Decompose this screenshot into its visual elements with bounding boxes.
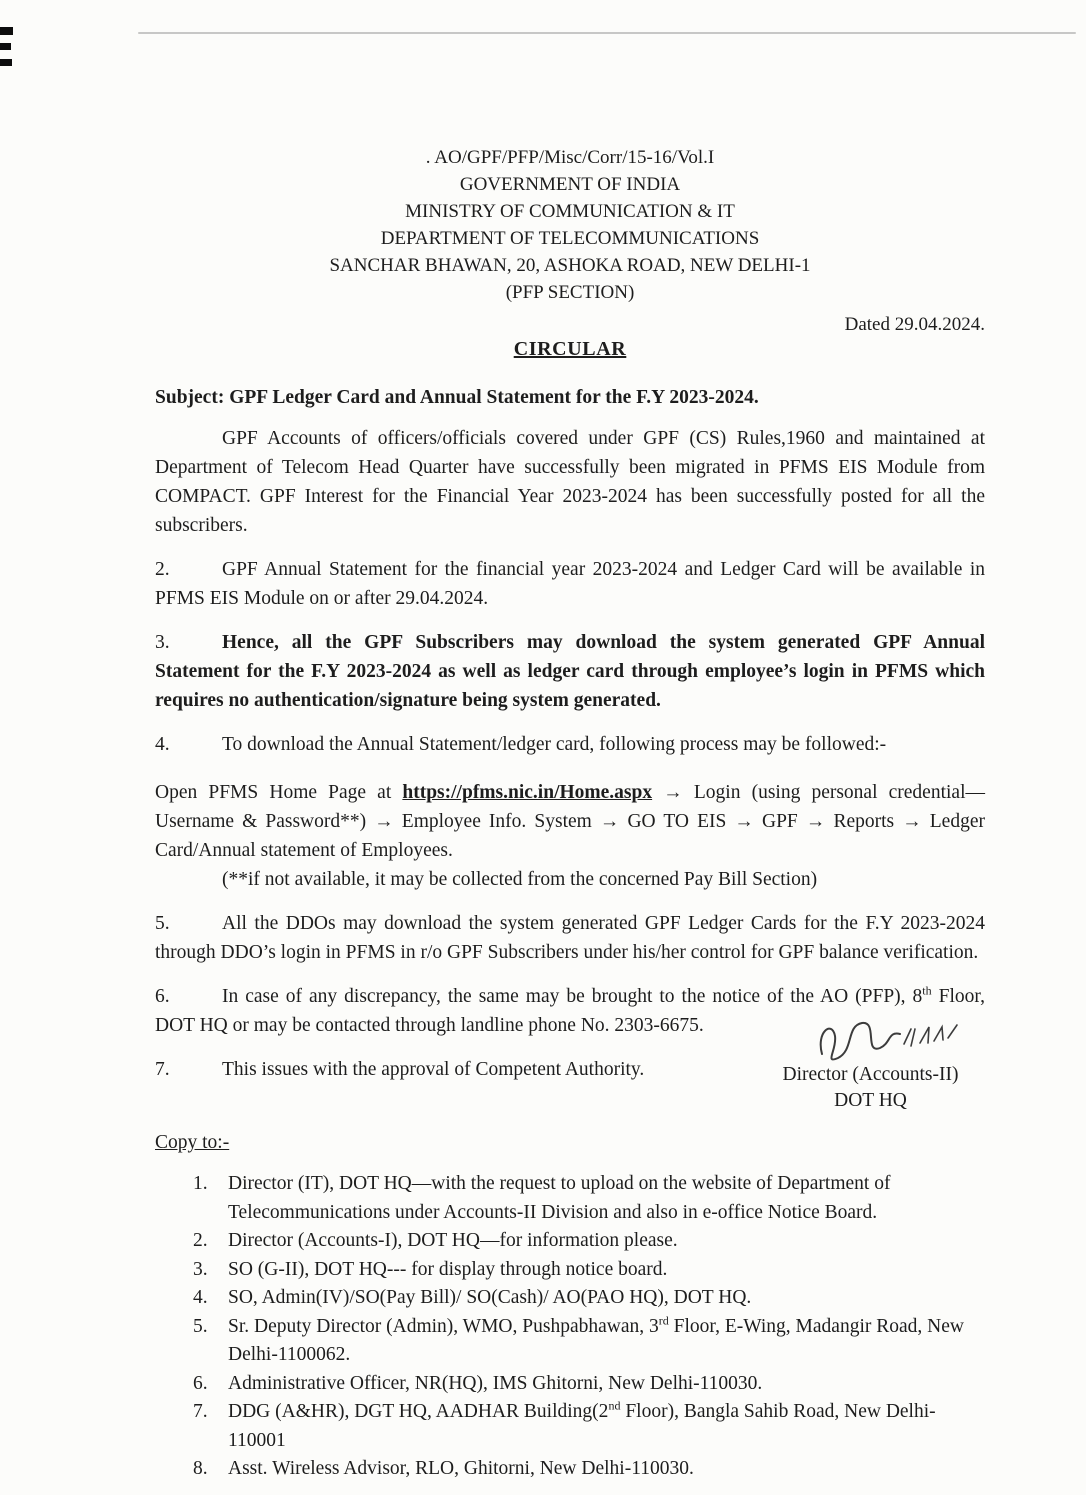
paragraph-6-number: 6. — [155, 986, 170, 1007]
signature-block — [753, 1062, 988, 1114]
scan-artifact-top-line — [138, 32, 1076, 34]
subject-line: Subject: GPF Ledger Card and Annual Statement for the F.Y 2023-2024. — [155, 387, 759, 408]
pfms-url-link: https://pfms.nic.in/Home.aspx — [402, 782, 653, 803]
copy-item-6-text: Administrative Officer, NR(HQ), IMS Ghitorni, New Delhi-110030. — [228, 1372, 763, 1394]
reference-number: . AO/GPF/PFP/Misc/Corr/15-16/Vol.I — [425, 147, 715, 168]
paragraph-7-text: This issues with the approval of Competent Authority. — [222, 1059, 645, 1080]
copy-item-1 — [193, 1170, 985, 1227]
copy-item-3-text: SO (G-II), DOT HQ--- for display through notice board. — [228, 1258, 668, 1280]
paragraph-3-number: 3. — [155, 632, 170, 653]
copy-item-5-text-a: Sr. Deputy Director (Admin), WMO, Pushpabhawan, 3 — [228, 1315, 659, 1337]
scan-artifact-binding-mark — [0, 59, 12, 66]
copy-item-2-text: Director (Accounts-I), DOT HQ—for information please. — [228, 1230, 678, 1251]
copy-item-7-number: 7. — [193, 1401, 208, 1422]
copy-item-5 — [193, 1313, 985, 1370]
paragraph-4 — [155, 730, 985, 759]
paragraph-3-text: Hence, all the GPF Subscribers may download the system generated GPF Annual Statement for the F.Y 2023-2024 as well as ledger card through employee’s login in PFMS which requires no authentication/signature being system generated. — [155, 632, 985, 711]
copy-item-4 — [193, 1284, 985, 1313]
document-title: CIRCULAR — [513, 338, 627, 360]
org-line-address: SANCHAR BHAWAN, 20, ASHOKA ROAD, NEW DELHI-1 — [329, 255, 811, 276]
paragraph-5-number: 5. — [155, 913, 170, 934]
paragraph-6-superscript: th — [922, 983, 932, 998]
copy-item-4-number: 4. — [193, 1287, 208, 1308]
process-paragraph — [155, 778, 985, 865]
paragraph-4-number: 4. — [155, 734, 170, 755]
copy-item-7-superscript: nd — [608, 1398, 621, 1413]
copy-item-7 — [193, 1398, 985, 1455]
scan-artifact-binding-mark — [0, 27, 13, 35]
paragraph-6-text-a: In case of any discrepancy, the same may be brought to the notice of the AO (PFP), 8 — [222, 986, 923, 1007]
org-line-department: DEPARTMENT OF TELECOMMUNICATIONS — [380, 228, 760, 249]
copy-item-7-text-b: Floor), Bangla Sahib Road, New Delhi-110001 — [228, 1401, 936, 1451]
copy-item-5-number: 5. — [193, 1315, 208, 1337]
copy-item-3-number: 3. — [193, 1258, 208, 1280]
copy-item-1-number: 1. — [193, 1173, 208, 1194]
paragraph-5-text: All the DDOs may download the system generated GPF Ledger Cards for the F.Y 2023-2024 through DDO’s login in PFMS in r/o GPF Subscribers under his/her control for GPF balance verification. — [155, 913, 985, 963]
copy-item-5-text-b: Floor, E-Wing, Madangir Road, New Delhi-1100062. — [228, 1315, 964, 1365]
paragraph-6-text-b: Floor, DOT HQ or may be contacted through landline phone No. 2303-6675. — [155, 986, 985, 1036]
copy-item-8-number: 8. — [193, 1458, 208, 1479]
paragraph-2 — [155, 555, 985, 613]
paragraph-2-number: 2. — [155, 559, 170, 580]
paragraph-5 — [155, 909, 985, 967]
copy-item-5-text — [228, 1313, 985, 1370]
org-line-section: (PFP SECTION) — [505, 282, 635, 303]
copy-item-7-text — [228, 1398, 985, 1455]
copy-item-6 — [193, 1370, 985, 1399]
copy-item-1-text: Director (IT), DOT HQ—with the request to upload on the website of Department of Telecommunications under Accounts-II Division and also in e-office Notice Board. — [228, 1173, 891, 1223]
org-line-government: GOVERNMENT OF INDIA — [459, 174, 681, 195]
paragraph-3 — [155, 628, 985, 715]
process-text-post: → Login (using personal credential—Username & Password**) → Employee Info. System → GO TO EIS → GPF → Reports → Ledger Card/Annual statement of Employees. — [155, 782, 985, 861]
copy-item-8 — [193, 1455, 985, 1484]
dated-line: Dated 29.04.2024. — [844, 314, 985, 335]
paragraph-7-number: 7. — [155, 1059, 170, 1080]
scan-artifact-binding-mark — [0, 43, 11, 50]
paragraph-2-text: GPF Annual Statement for the financial year 2023-2024 and Ledger Card will be available in PFMS EIS Module on or after 29.04.2024. — [155, 559, 985, 609]
process-text-pre: Open PFMS Home Page at — [155, 782, 403, 803]
org-line-ministry: MINISTRY OF COMMUNICATION & IT — [405, 201, 735, 222]
paragraph-1: GPF Accounts of officers/officials covered under GPF (CS) Rules,1960 and maintained at Department of Telecom Head Quarter have successfully been migrated in PFMS EIS Module from COMPACT. GPF Interest for the Financial Year 2023-2024 has been successfully posted for all the subscribers. — [155, 428, 985, 536]
copy-to-label: Copy to:- — [155, 1132, 230, 1153]
paragraph-4-text: To download the Annual Statement/ledger card, following process may be followed:- — [222, 734, 887, 755]
process-footnote: (**if not available, it may be collected from the concerned Pay Bill Section) — [222, 869, 818, 890]
copy-item-7-text-a: DDG (A&HR), DGT HQ, AADHAR Building(2 — [228, 1401, 609, 1422]
copy-item-2-number: 2. — [193, 1230, 208, 1251]
copy-item-4-text: SO, Admin(IV)/SO(Pay Bill)/ SO(Cash)/ AO(PAO HQ), DOT HQ. — [228, 1287, 752, 1308]
handwritten-signature — [808, 1012, 968, 1074]
signatory-designation: Director (Accounts-II) — [782, 1064, 959, 1085]
copy-item-2 — [193, 1227, 985, 1256]
signatory-organisation: DOT HQ — [834, 1090, 907, 1111]
copy-item-5-superscript: rd — [658, 1313, 669, 1327]
copy-item-3 — [193, 1256, 985, 1285]
copy-to-list — [155, 1170, 985, 1484]
copy-item-6-number: 6. — [193, 1372, 208, 1394]
copy-item-8-text: Asst. Wireless Advisor, RLO, Ghitorni, New Delhi-110030. — [228, 1458, 694, 1479]
